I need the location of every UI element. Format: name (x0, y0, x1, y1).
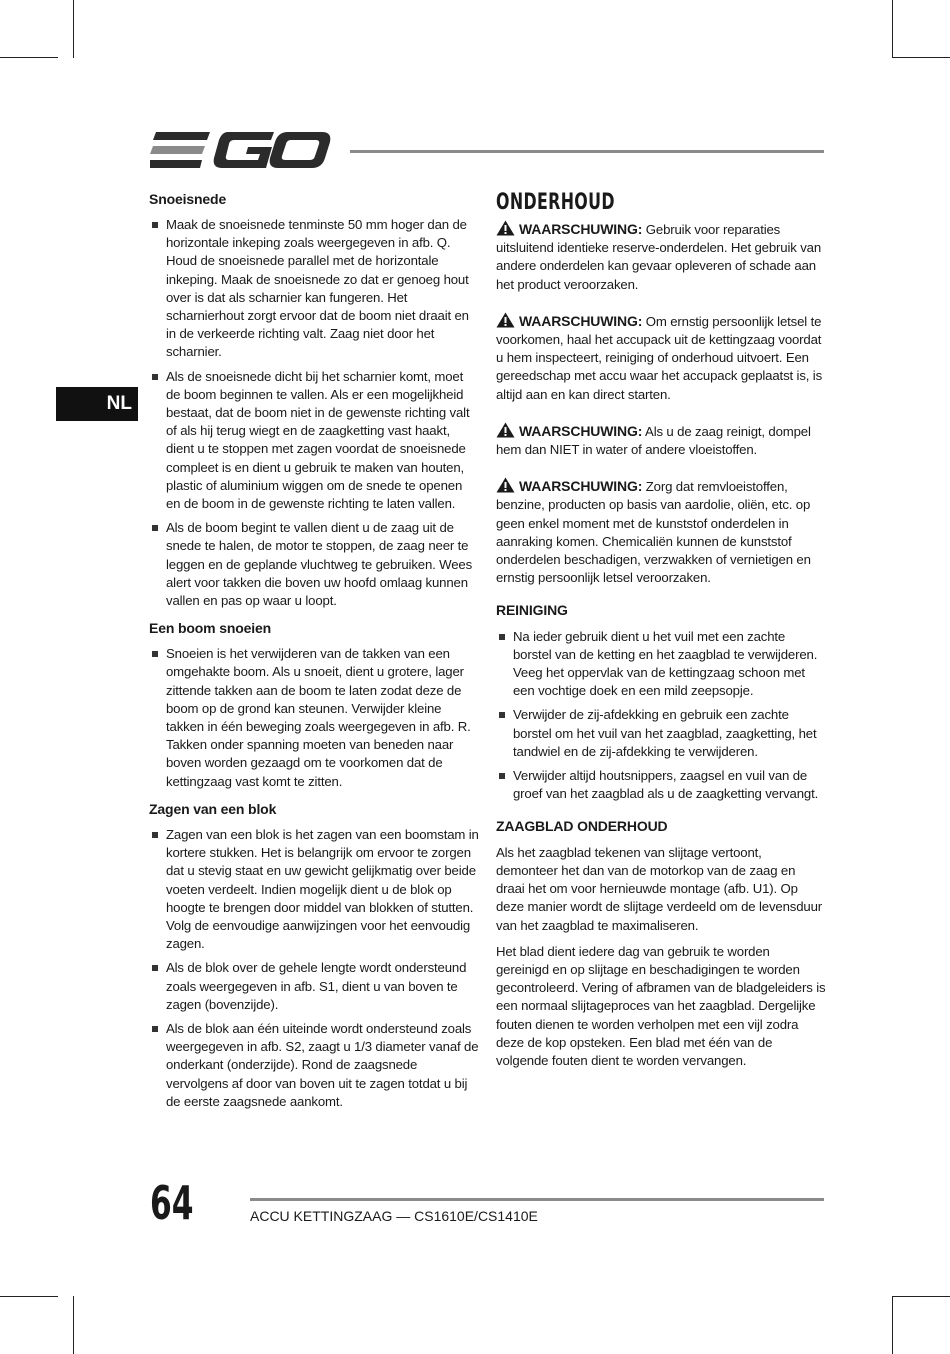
warning-icon (496, 477, 515, 493)
list-item: Als de blok aan één uiteinde wordt ondersteund zoals weergegeven in afb. S2, zaagt u 1/3 diameter vanaf de onderkant (onderzijde). Rond de zaagsnede vervolgens af door van boven uit te zagen totdat u bij de eerste zaagsnede aankomt. (149, 1020, 479, 1111)
section-heading: Zagen van een blok (149, 800, 277, 817)
warning-icon (496, 312, 515, 328)
warning-block (496, 312, 826, 404)
crop-mark (0, 1296, 58, 1297)
list-item: Als de boom begint te vallen dient u de zaag uit de snede te halen, de motor te stoppen, de zaag neer te leggen en de geplande vluchtweg te gebruiken. Wees alert voor takken die boven uw hoofd omlaag kunnen vallen en pas op waar u loopt. (149, 519, 479, 610)
list-item: Na ieder gebruik dient u het vuil met een zachte borstel van de ketting en het zaagblad te verwijderen. Veeg het oppervlak van de kettingzaag schoon met een vochtige doek en een mild zeepsopje. (496, 628, 826, 701)
warning-label: WAARSCHUWING: (519, 312, 643, 329)
warning-block (496, 422, 826, 459)
warning-icon (496, 422, 515, 438)
warning-label: WAARSCHUWING: (519, 478, 643, 495)
subsection-heading: ZAAGBLAD ONDERHOUD (496, 818, 668, 835)
list-item: Als de blok over de gehele lengte wordt ondersteund zoals weergegeven in afb. S1, dient u van boven te zagen (bovenzijde). (149, 959, 479, 1014)
bullet-list (149, 645, 479, 791)
footer-title: ACCU KETTINGZAAG — CS1610E/CS1410E (250, 1208, 538, 1224)
warning-block (496, 477, 826, 587)
section-heading: Een boom snoeien (149, 620, 272, 637)
list-item: Zagen van een blok is het zagen van een boomstam in kortere stukken. Het is belangrijk om ervoor te zorgen dat u stevig staat en uw gewicht gelijkmatig over beide voeten verdeelt. Indien mogelijk dient u de blok op hoogte te brengen door middel van blokken of stutten. Volg de eenvoudige aanwijzingen voor het eenvoudig zagen. (149, 826, 479, 953)
subsection-heading: REINIGING (496, 602, 568, 619)
warning-text: Gebruik voor reparaties uitsluitend identieke reserve-onderdelen. Het gebruik van andere onderdelen kan gevaar opleveren of schade aan het product veroorzaken. (496, 222, 822, 292)
bullet-list (496, 628, 826, 804)
crop-mark (73, 1296, 74, 1354)
warning-text: Als u de zaag reinigt, dompel hem dan NIET in water of andere vloeistoffen. (496, 423, 811, 458)
crop-mark (892, 0, 893, 58)
list-item: Verwijder de zij-afdekking en gebruik een zachte borstel om het vuil van het zaagblad, zaagketting, het tandwiel en de zij-afdekking te verwijderen. (496, 706, 826, 761)
section-heading: Snoeisnede (149, 191, 227, 207)
left-column (149, 190, 479, 1120)
warning-text: Zorg dat remvloeistoffen, benzine, producten op basis van aardolie, oliën, etc. op geen enkel moment met de kunststof onderdelen in aanraking komen. Chemicaliën kunnen de kunststof onderdelen beschadigen, verzwakken of vernietigen en ernstig persoonlijk letsel veroorzaken. (496, 479, 811, 586)
bullet-list (149, 216, 479, 610)
ego-logo (150, 128, 332, 172)
footer-rule (250, 1198, 824, 1201)
list-item: Maak de snoeisnede tenminste 50 mm hoger dan de horizontale inkeping zoals weergegeven in afb. Q. Houd de snoeisnede parallel met de horizontale inkeping. Maak de snoeisnede zo dat er genoeg hout over is dat als scharnier kan fungeren. Het scharnierhout zorgt ervoor dat de boom niet draait en in de verkeerde richting valt. Zaag niet door het scharnier. (149, 216, 479, 362)
crop-mark (892, 1296, 893, 1354)
header-rule (350, 150, 824, 153)
right-column (496, 190, 826, 1078)
list-item: Als de snoeisnede dicht bij het scharnier komt, moet de boom beginnen te vallen. Als er een mogelijkheid bestaat, dat de boom niet in de gewenste richting valt of als hij terug wiegt en de zaagketting vast haakt, dient u te stoppen met zagen voordat de snoeisnede compleet is en dient u gebruik te maken van houten, plastic of aluminium wiggen om de snede te openen en de boom in de gewenste richting te laten vallen. (149, 368, 479, 514)
bullet-list (149, 826, 479, 1111)
warning-block (496, 220, 826, 294)
language-tab: NL (56, 387, 138, 421)
paragraph: Het blad dient iedere dag van gebruik te worden gereinigd en op slijtage en beschadigingen te worden gecontroleerd. Vering of afbramen van de bladgeleiders is een normaal slijtageproces van het zaagblad. Dergelijke fouten dienen te worden verholpen met een vijl zodra deze de kop opsteken. Een blad met één van de volgende fouten dient te worden vervangen. (496, 943, 826, 1068)
warning-label: WAARSCHUWING: (519, 422, 643, 439)
warning-label: WAARSCHUWING: (519, 221, 643, 237)
crop-mark (0, 57, 58, 58)
list-item: Snoeien is het verwijderen van de takken van een omgehakte boom. Als u snoeit, dient u grotere, lager zittende takken aan de boom te laten zodat deze de boom op de grond kan steunen. Verwijder kleine takken in één beweging zoals weergegeven in afb. R. Takken onder spanning moeten van beneden naar boven worden gezaagd om te voorkomen dat de kettingzaag vast komt te zitten. (149, 645, 479, 791)
paragraph: Als het zaagblad tekenen van slijtage vertoont, demonteer het dan van de motorkop van de zaag en draai het om voor hernieuwde montage (afb. U1). Op deze manier wordt de slijtage verdeeld om de levensduur van het zaagblad te maximaliseren. (496, 844, 823, 933)
section-title: ONDERHOUD (496, 190, 615, 215)
crop-mark (73, 0, 74, 58)
warning-icon (496, 220, 515, 236)
crop-mark (892, 1296, 950, 1297)
crop-mark (892, 57, 950, 58)
page-number: 64 (150, 1176, 194, 1230)
list-item: Verwijder altijd houtsnippers, zaagsel en vuil van de groef van het zaagblad als u de zaagketting vervangt. (496, 767, 826, 803)
warning-text: Om ernstig persoonlijk letsel te voorkomen, haal het accupack uit de kettingzaag voordat u hem inspecteert, reiniging of onderhoud uitvoert. Een gereedschap met accu waar het accupack geplaatst is, is altijd aan en kan direct starten. (496, 313, 823, 402)
